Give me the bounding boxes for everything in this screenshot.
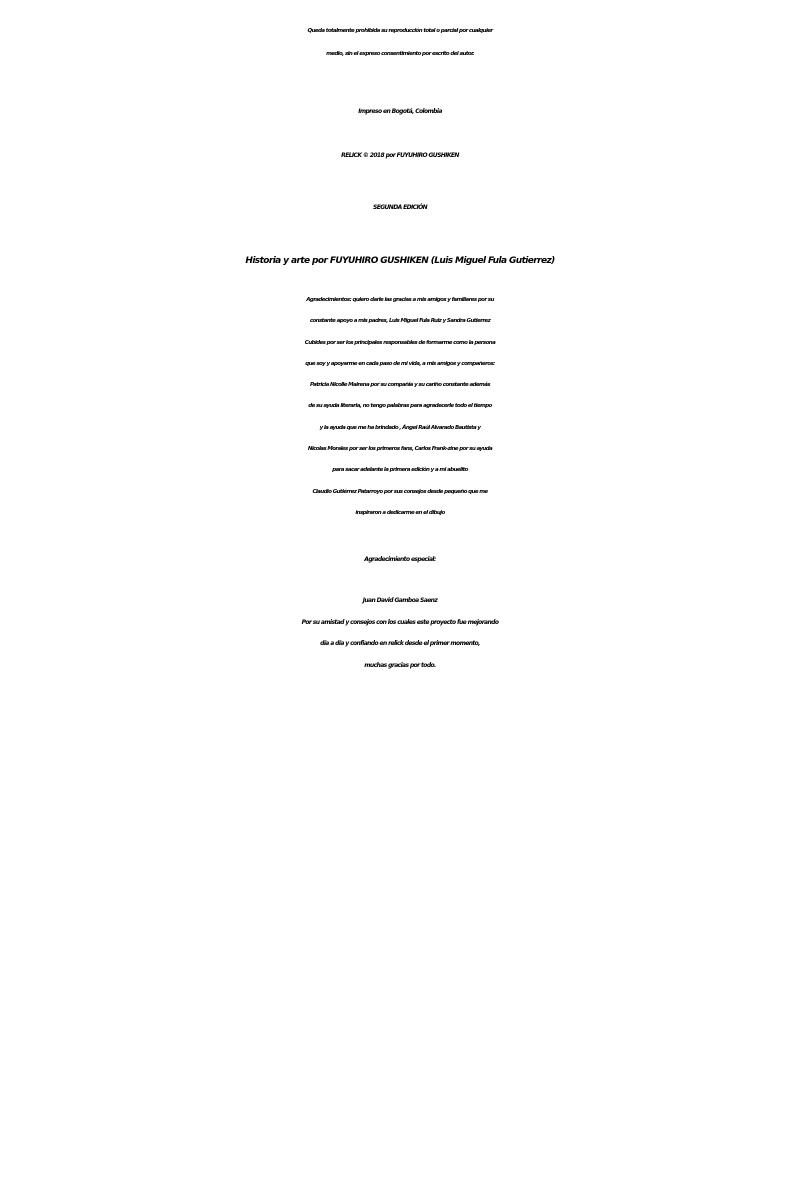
printed-in [0, 100, 800, 124]
acknowledgements [0, 290, 800, 524]
special-thanks-line: día a día y confiando en relick desde el primer momento, [320, 640, 480, 647]
edition-text: SEGUNDA EDICIÓN [372, 204, 428, 211]
copyright-notice-line: medio, sin el expreso consentimiento por escrito del autor. [326, 51, 474, 57]
copyright-line-text: RELICK © 2018 por FUYUHIRO GUSHIKEN [341, 152, 459, 159]
copyright-notice [0, 20, 800, 66]
acknowledgements-line: inspiraron a dedicarme en el dibujo [355, 509, 445, 516]
special-thanks-line: Por su amistad y consejos con los cuales este proyecto fue mejorando [301, 618, 499, 626]
acknowledgements-line: Nicolas Morales por ser los primeros fans, Carlos Frank-zine por su ayuda [307, 446, 493, 453]
edition [0, 196, 800, 220]
copyright-line [0, 144, 800, 168]
special-thanks [0, 590, 800, 676]
acknowledgements-line: y la ayuda que me ha brindado , Ángel Raúl Alvarado Bautista y [319, 424, 481, 431]
acknowledgements-line: Claudio Gutiérrez Patarroyo por sus consejos desde pequeño que me [312, 488, 488, 495]
copyright-notice-line: Queda totalmente prohibida su reproducción total o parcial por cualquier [307, 28, 493, 34]
acknowledgements-line: de su ayuda literaria, no tengo palabras para agradecerle todo el tiempo [308, 403, 492, 410]
acknowledgements-line: para sacar adelante la primera edición y a mi abuelito [332, 467, 468, 474]
acknowledgements-line: constante apoyo a mis padres, Luis Miguel Fula Ruiz y Sandra Gutierrez [309, 318, 491, 325]
acknowledgements-line: Cubides por ser los principales responsables de formarme como la persona [304, 339, 496, 346]
acknowledgements-line: que soy y apoyarme en cada paso de mi vida, a mis amigos y compañeros: [305, 360, 495, 367]
printed-in-text: Impreso en Bogotá, Colombia [358, 108, 442, 115]
special-thanks-line: muchas gracias por todo. [364, 661, 436, 669]
acknowledgements-line: Patricia Nicolle Mairena por su compañía y su cariño constante además [310, 382, 490, 389]
acknowledgements-line: Agradecimientos: quiero darle las gracias a mis amigos y familiares por su [306, 297, 494, 303]
author-credits-text: Historia y arte por FUYUHIRO GUSHIKEN (Luis Miguel Fula Gutierrez) [245, 256, 555, 266]
special-thanks-heading-text: Agradecimiento especial: [364, 556, 436, 563]
author-credits [0, 247, 800, 275]
special-thanks-line: Juan David Gamboa Saenz [362, 597, 438, 604]
special-thanks-heading [0, 548, 800, 572]
